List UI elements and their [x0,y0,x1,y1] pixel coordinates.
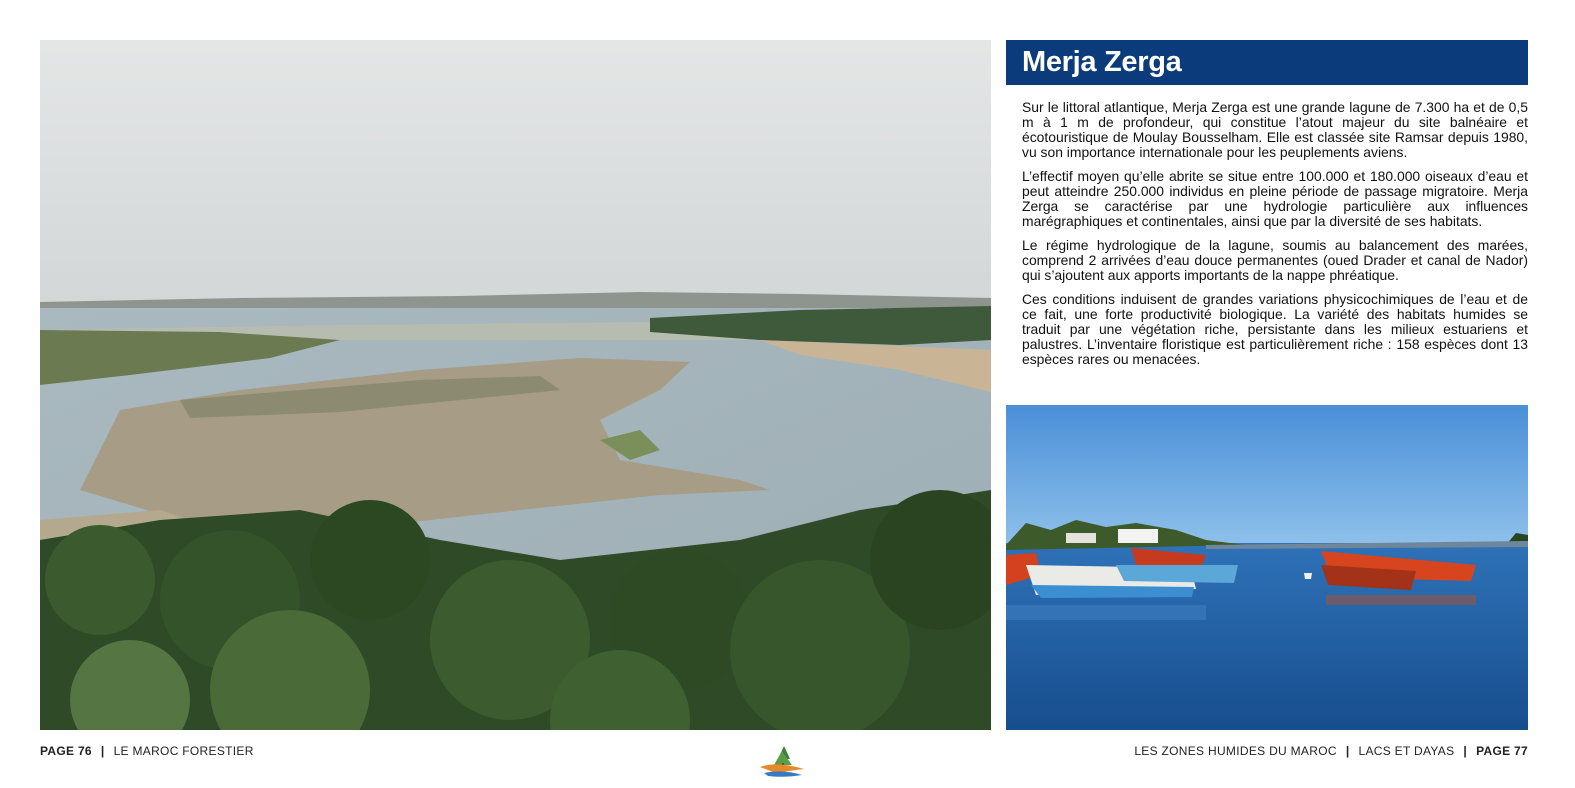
footer-left: PAGE 76 | LE MAROC FORESTIER [40,744,254,758]
article-paragraph: Ces conditions induisent de grandes variations physicochimiques de l’eau et de ce fait, une forte productivité biologique. La variété des habitats humides se traduit par une végétation riche, persistante dans les milieux estuariens et palustres. L’inventaire floristique est particulièrement riche : 158 espèces dont 13 espèces rares ou menacées. [1022,291,1528,367]
article-paragraph: L’effectif moyen qu’elle abrite se situe entre 100.000 et 180.000 oiseaux d’eau et peut atteindre 250.000 individus en pleine période de passage migratoire. Merja Zerga se caractérise par une hydrologie particulière aux influences marégraphiques et continentales, ainsi que par la diversité de ses habitats. [1022,168,1528,229]
article-title-bar [1006,40,1528,85]
article-paragraph: Sur le littoral atlantique, Merja Zerga est une grande lagune de 7.300 ha et de 0,5 m à 1 m de profondeur, qui constitue l’atout majeur du site balnéaire et écotouristique de Moulay Bousselham. Elle est classée site Ramsar depuis 1980, vu son importance internationale pour les peuplements aviens. [1022,99,1528,160]
publisher-logo-icon [758,745,808,779]
lagoon-landscape-photo [40,40,991,730]
page-number-left: PAGE 76 [40,744,92,758]
footer-book-title: LES ZONES HUMIDES DU MAROC [1134,744,1337,758]
fishing-boats-photo [1006,405,1528,730]
footer-section-left: LE MAROC FORESTIER [113,744,254,758]
footer-right: LES ZONES HUMIDES DU MAROC | LACS ET DAYAS | PAGE 77 [1134,744,1528,758]
article-title: Merja Zerga [1022,46,1182,78]
page-number-right: PAGE 77 [1476,744,1528,758]
article-body [1022,100,1528,376]
footer-section-right: LACS ET DAYAS [1358,744,1455,758]
article-paragraph: Le régime hydrologique de la lagune, soumis au balancement des marées, comprend 2 arrivées d’eau douce permanentes (oued Drader et canal de Nador) qui s’ajoutent aux apports importants de la nappe phréatique. [1022,237,1528,283]
